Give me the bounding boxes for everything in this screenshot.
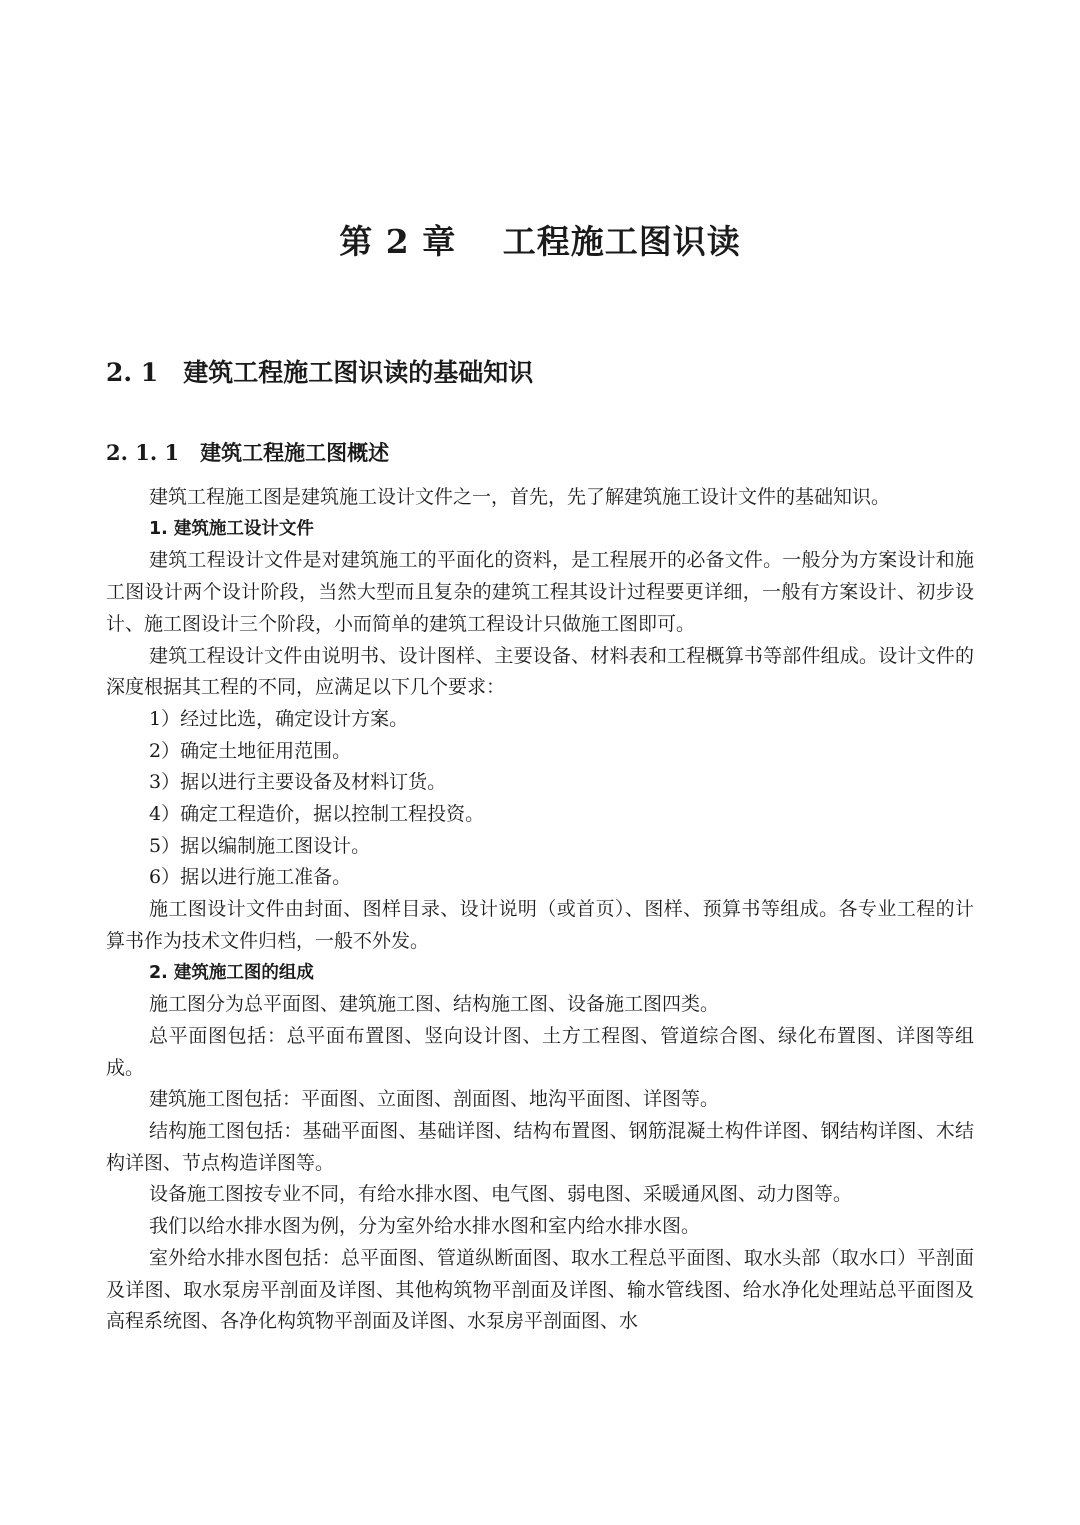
list-item: 4）确定工程造价，据以控制工程投资。 bbox=[149, 803, 485, 826]
paragraph: 建筑工程设计文件是对建筑施工的平面化的资料，是工程展开的必备文件。一般分为方案设计和施工图设计两个设计阶段，当然大型而且复杂的建筑工程其设计过程要更详细，一般有方案设计、初步设计、施工图设计三个阶段，小而简单的建筑工程设计只做施工图即可。 bbox=[106, 549, 974, 635]
paragraph: 设备施工图按专业不同，有给水排水图、电气图、弱电图、采暖通风图、动力图等。 bbox=[149, 1183, 853, 1206]
list-item: 5）据以编制施工图设计。 bbox=[149, 834, 371, 857]
paragraph: 建筑工程施工图是建筑施工设计文件之一，首先，先了解建筑施工设计文件的基础知识。 bbox=[149, 486, 891, 508]
list-item: 3）据以进行主要设备及材料订货。 bbox=[149, 771, 447, 794]
paragraph: 建筑施工图包括：平面图、立面图、剖面图、地沟平面图、详图等。 bbox=[149, 1088, 720, 1111]
list-item: 1）经过比选，确定设计方案。 bbox=[149, 707, 409, 730]
paragraph: 总平面图包括：总平面布置图、竖向设计图、土方工程图、管道综合图、绿化布置图、详图等组成。 bbox=[106, 1024, 974, 1079]
chapter-title: 第 2 章 工程施工图识读 bbox=[339, 222, 741, 261]
subsection-title: 2. 1. 1 建筑工程施工图概述 bbox=[106, 440, 390, 465]
list-item: 2）确定土地征用范围。 bbox=[149, 739, 352, 762]
paragraph: 结构施工图包括：基础平面图、基础详图、结构布置图、钢筋混凝土构件详图、钢结构详图、木结构详图、节点构造详图等。 bbox=[106, 1120, 974, 1174]
list-item: 6）据以进行施工准备。 bbox=[149, 866, 352, 889]
list-heading: 2. 建筑施工图的组成 bbox=[149, 962, 314, 983]
paragraph: 建筑工程设计文件由说明书、设计图样、主要设备、材料表和工程概算书等部件组成。设计文件的深度根据其工程的不同，应满足以下几个要求： bbox=[106, 644, 974, 699]
paragraph: 我们以给水排水图为例，分为室外给水排水图和室内给水排水图。 bbox=[149, 1215, 701, 1238]
paragraph: 施工图分为总平面图、建筑施工图、结构施工图、设备施工图四类。 bbox=[149, 993, 720, 1016]
paragraph: 室外给水排水图包括：总平面图、管道纵断面图、取水工程总平面图、取水头部（取水口）平剖面及详图、取水泵房平剖面及详图、其他构筑物平剖面及详图、输水管线图、给水净化处理站总平面图及高程系统图、各净化构筑物平剖面及详图、水泵房平剖面图、水 bbox=[106, 1246, 974, 1333]
body-text bbox=[106, 482, 974, 1338]
section-title: 2. 1 建筑工程施工图识读的基础知识 bbox=[106, 358, 534, 387]
paragraph: 施工图设计文件由封面、图样目录、设计说明（或首页）、图样、预算书等组成。各专业工程的计算书作为技术文件归档，一般不外发。 bbox=[106, 898, 974, 952]
list-heading: 1. 建筑施工设计文件 bbox=[149, 518, 314, 539]
